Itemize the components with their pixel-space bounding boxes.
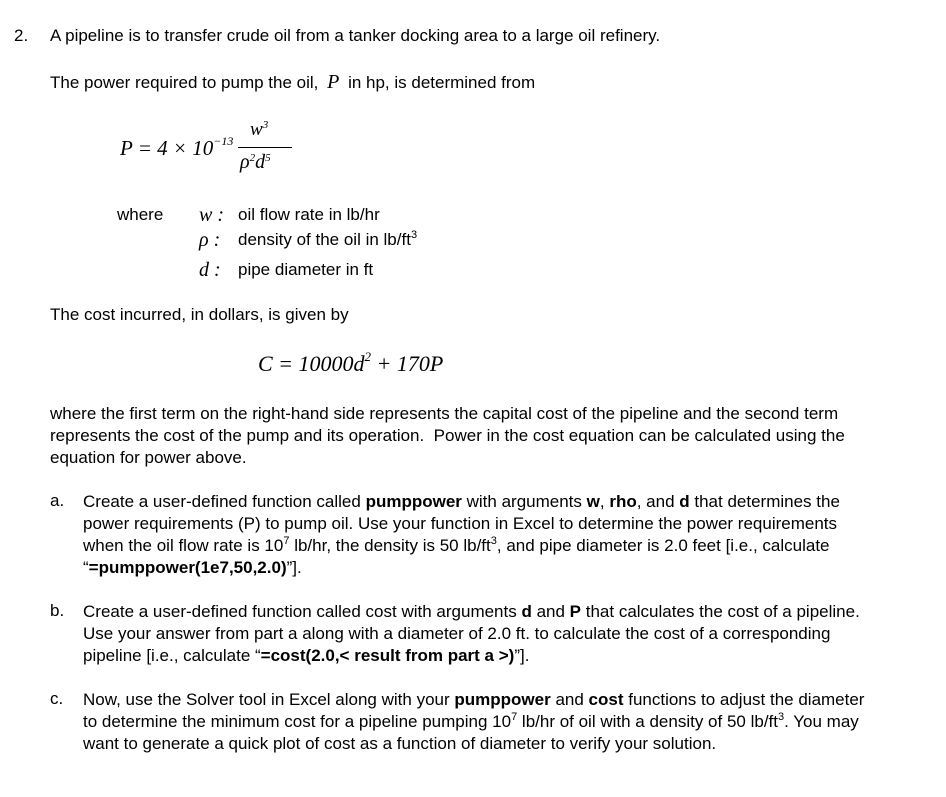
- power-eq-rho-exp: 2: [249, 152, 256, 164]
- power-eq-d-exp: 5: [265, 152, 271, 164]
- power-eq-numerator-exp: 3: [262, 119, 269, 131]
- part-c-fn2: cost: [588, 690, 624, 709]
- power-eq-exponent: −13: [213, 134, 234, 148]
- part-a-t6: lb/hr, the density is 50 lb/ft: [289, 536, 491, 555]
- part-c-t2: and: [550, 690, 589, 709]
- power-eq-lhs-text: P = 4 × 10: [120, 136, 214, 160]
- part-a-letter: a.: [50, 491, 65, 510]
- part-b-body: [83, 601, 868, 667]
- power-sentence-after: in hp, is determined from: [348, 73, 536, 92]
- part-c-sup2: 3: [778, 711, 785, 723]
- part-a-body: [83, 491, 868, 579]
- explanation-paragraph: where the first term on the right-hand side represents the capital cost of the pipeline and the second term represents the cost of the pump and its operation. Power in the cost equation can be calculated using the equation for power above.: [50, 404, 850, 467]
- cost-equation: [258, 351, 443, 377]
- definition-symbol-rho: ρ :: [199, 229, 221, 251]
- part-c-t3: functions to adjust the diameter to determine the minimum cost for a pipeline pumping 10: [83, 690, 865, 731]
- power-eq-denominator: [240, 151, 271, 174]
- part-c-fn1: pumppower: [454, 690, 551, 709]
- definition-text-w: [238, 205, 380, 225]
- part-c-letter: c.: [50, 689, 64, 708]
- definition-text-rho: [238, 230, 417, 250]
- cost-eq-lhs: C = 10000d: [258, 351, 365, 376]
- definition-symbol-w: w :: [199, 204, 224, 226]
- intro-text: A pipeline is to transfer crude oil from a tanker docking area to a large oil refinery.: [50, 26, 661, 45]
- part-a-t5: that determines the power requirements (P) to pump oil. Use your function in Excel to determine the power requirements when the oil flow rate is 10: [83, 492, 840, 555]
- power-sentence-before: The power required to pump the oil,: [50, 73, 319, 92]
- part-b-arg-p: P: [569, 602, 582, 621]
- power-eq-d: d: [255, 151, 266, 173]
- part-b-t3: that calculates the cost of a pipeline. Use your answer from part a along with a diameter of 2.0 ft. to calculate the cost of a corresponding pipeline [i.e., calculate “: [83, 602, 860, 665]
- part-a-t2: with arguments: [461, 492, 587, 511]
- part-a-formula: =pumppower(1e7,50,2.0): [88, 558, 287, 577]
- definition-w-text: oil flow rate in lb/hr: [238, 205, 380, 224]
- definition-rho-sup: 3: [410, 229, 418, 241]
- power-variable: P: [327, 71, 340, 93]
- definition-text-d: [238, 260, 373, 280]
- part-b-t2: and: [531, 602, 570, 621]
- part-c-t1: Now, use the Solver tool in Excel along with your: [83, 690, 455, 709]
- power-eq-fraction-bar: [238, 147, 292, 148]
- part-c-t5: . You may want to generate a quick plot of cost as a function of diameter to verify your solution.: [83, 712, 859, 753]
- part-a-fn-name: pumppower: [365, 492, 462, 511]
- part-c-sup1: 7: [511, 711, 518, 723]
- where-label: where: [117, 205, 164, 224]
- part-b-letter: b.: [50, 601, 65, 620]
- part-a-t3: ,: [599, 492, 610, 511]
- problem-number: 2.: [14, 26, 29, 45]
- definition-d-text: pipe diameter in ft: [238, 260, 374, 279]
- part-a-arg-d: d: [679, 492, 690, 511]
- definition-symbol-d: d :: [199, 259, 221, 281]
- part-c-t4: lb/hr of oil with a density of 50 lb/ft: [517, 712, 778, 731]
- part-a-t4: , and: [636, 492, 680, 511]
- power-eq-numerator: [250, 119, 268, 141]
- part-a-arg-w: w: [586, 492, 600, 511]
- part-a-t7: , and pipe diameter is 2.0 feet [i.e., calculate “: [83, 536, 830, 577]
- part-a-t8: ”].: [286, 558, 302, 577]
- power-eq-rho: ρ: [240, 151, 250, 173]
- part-b-formula: =cost(2.0,< result from part a >): [260, 646, 515, 665]
- cost-eq-rhs: + 170P: [371, 351, 444, 376]
- power-sentence: [50, 71, 535, 94]
- part-a-sup2: 3: [490, 535, 497, 547]
- cost-eq-exp: 2: [364, 349, 372, 364]
- power-eq-lhs: [120, 136, 233, 161]
- part-c-body: [83, 689, 883, 755]
- part-a-arg-rho: rho: [609, 492, 637, 511]
- part-b-t4: ”].: [514, 646, 530, 665]
- definition-rho-text: density of the oil in lb/ft: [238, 230, 411, 249]
- part-b-arg-d: d: [521, 602, 532, 621]
- cost-sentence: The cost incurred, in dollars, is given by: [50, 305, 349, 324]
- part-a-t1: Create a user-defined function called: [83, 492, 366, 511]
- part-b-t1: Create a user-defined function called cost with arguments: [83, 602, 522, 621]
- power-eq-numerator-var: w: [250, 119, 263, 140]
- part-a-sup1: 7: [283, 535, 290, 547]
